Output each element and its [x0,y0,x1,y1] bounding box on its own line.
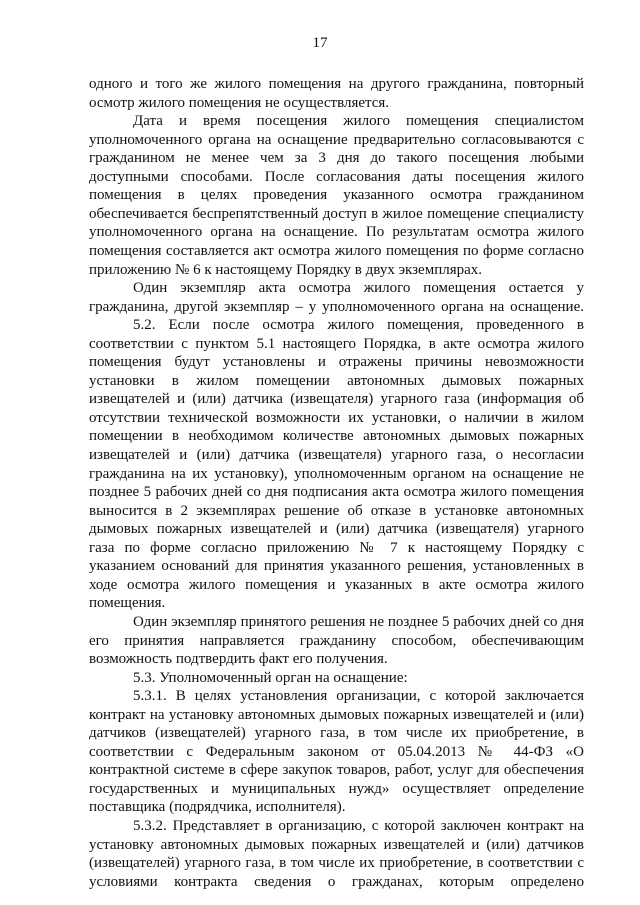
text-line: Дата и время посещения жилого помещения специалистом [133,113,584,130]
text-line: 5.3.1. В целях установления организации, с которой заключается [133,688,584,705]
text-line: установку автономных дымовых пожарных извещателей и (или) датчиков [89,836,584,853]
text-line: контрактной системе в сфере закупок товаров, работ, услуг для обеспечения [89,762,584,779]
text-line: установки в жилом помещении автономных дымовых пожарных [89,372,584,389]
text-line: соответствии с Федеральным законом от 05.04.2013 № 44-ФЗ «О [89,743,584,760]
text-line: гражданина на их установку), уполномоченным органом на оснащение не [89,465,584,482]
text-line: помещения составляется акт осмотра жилого помещения по форме согласно [89,242,584,259]
text-line: уполномоченного органа на оснащение. По результатам осмотра жилого [89,224,584,241]
text-line: помещения. [89,595,166,612]
text-line: контракт на установку автономных дымовых пожарных извещателей и (или) [89,706,584,723]
text-line: приложению № 6 к настоящему Порядку в двух экземплярах. [89,261,483,278]
text-line: осмотр жилого помещения не осуществляется. [89,94,390,111]
text-line: выносится в 2 экземплярах решение об отказе в установке автономных [89,502,584,519]
text-line: доступными способами. После согласования даты посещения жилого [89,168,584,185]
text-line: извещателей и (или) датчика (извещателя) угарного газа (информация об [89,391,584,408]
text-line: позднее 5 рабочих дней со дня подписания акта осмотра жилого помещения [89,484,584,501]
text-line: Один экземпляр акта осмотра жилого помещения остается у [133,280,584,297]
text-line: помещения в целях проведения указанного осмотра гражданином [89,187,584,204]
text-line: соответствии с пунктом 5.1 настоящего Порядка, в акте осмотра жилого [89,335,584,352]
text-line: 5.2. Если после осмотра жилого помещения, проведенного в [133,317,584,334]
text-line: уполномоченного органа на оснащение предварительно согласовываются с [89,131,584,148]
text-line: поставщика (подрядчика, исполнителя). [89,799,346,816]
text-line: дымовых пожарных извещателей и (или) датчика (извещателя) угарного [89,521,584,538]
text-line: ходе осмотра жилого помещения и указанных в акте осмотра жилого [89,576,584,593]
text-line: помещении в необходимом количестве автономных дымовых пожарных [89,428,584,445]
text-line: указанием оснований для принятия указанного решения, установленных в [89,558,584,575]
text-line: помещения будут установлены и отражены причины невозможности [89,354,584,371]
text-line: государственных и муниципальных нужд» осуществляет определение [89,780,584,797]
text-line: возможность подтвердить факт его получения. [89,651,388,668]
text-line: газа по форме согласно приложению № 7 к настоящему Порядку с [89,539,584,556]
text-line: 5.3. Уполномоченный орган на оснащение: [133,669,408,686]
text-line: условиями контракта сведения о гражданах, которым определено [89,873,584,890]
text-line: Один экземпляр принятого решения не позднее 5 рабочих дней со дня [133,613,584,630]
text-line: его принятия направляется гражданину способом, обеспечивающим [89,632,584,649]
text-line: гражданином не менее чем за 3 дня до такого посещения любыми [89,150,584,167]
text-line: обеспечивается беспрепятственный доступ в жилое помещение специалисту [89,205,584,222]
text-line: 5.3.2. Представляет в организацию, с которой заключен контракт на [133,818,584,834]
text-line: (извещателей) угарного газа, в том числе их приобретение, в соответствии с [89,855,584,872]
text-line: извещателей и (или) датчика (извещателя) угарного газа, о несогласии [89,447,584,463]
page-number: 17 [312,35,328,51]
text-line: датчиков (извещателей) угарного газа, в том числе их приобретение, в [89,725,584,742]
text-line: отсутствии технической возможности их установки, о наличии в жилом [89,409,584,426]
text-line: гражданина, другой экземпляр – у уполномоченного органа на оснащение. [89,298,584,315]
text-line: одного и того же жилого помещения на другого гражданина, повторный [89,76,584,92]
